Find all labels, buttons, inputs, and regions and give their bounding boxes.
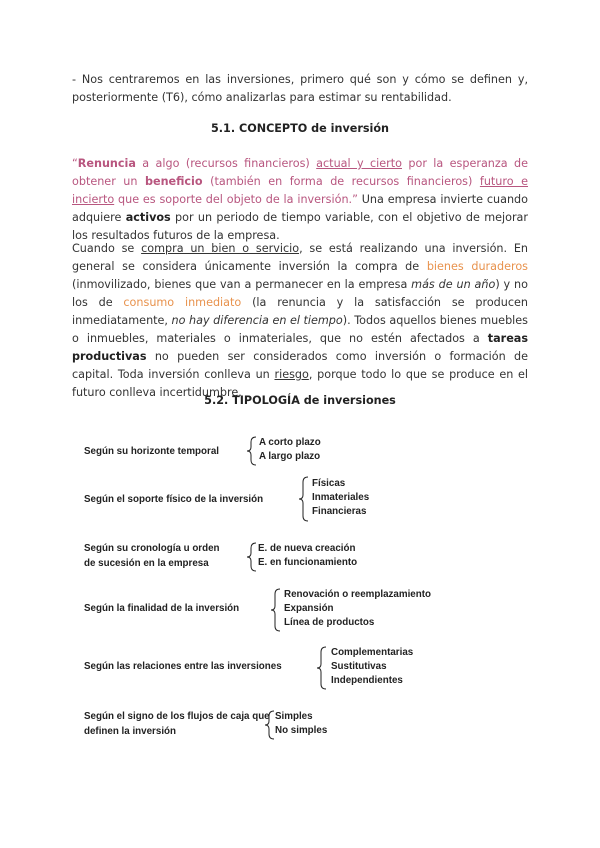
brace-icon bbox=[316, 646, 328, 690]
concept-text-2: por la esperanza de obtener un bbox=[72, 157, 528, 188]
actual-term: actual y cierto bbox=[316, 157, 402, 170]
renuncia-term: Renuncia bbox=[77, 157, 136, 170]
purchase-text-4: ) y no los de bbox=[72, 278, 528, 309]
bienes-term: bienes duraderos bbox=[426, 260, 529, 273]
brace-icon bbox=[270, 588, 282, 632]
purchase-text-1: Cuando se bbox=[72, 242, 142, 255]
futuro-term: futuro e incierto bbox=[72, 175, 528, 206]
typology-label-line: Según su cronología u orden bbox=[84, 543, 220, 554]
typology-items-relaciones bbox=[331, 646, 413, 688]
typology-item: E. de nueva creación bbox=[258, 543, 356, 554]
typology-item: E. en funcionamiento bbox=[258, 557, 358, 568]
typology-items-flujos bbox=[275, 710, 327, 738]
mas-term: más de un año bbox=[411, 278, 496, 291]
typology-item: Financieras bbox=[312, 506, 367, 517]
brace-icon bbox=[246, 436, 258, 466]
typology-label-flujos bbox=[84, 709, 270, 739]
intro-paragraph bbox=[72, 71, 528, 107]
purchase-text-7: Todos aquellos bienes muebles o inmuebles, materiales o inmateriales, que no estén afectados a bbox=[72, 314, 528, 345]
typology-items-soporte bbox=[312, 477, 369, 519]
brace-icon bbox=[298, 476, 310, 522]
typology-label-horizonte bbox=[84, 444, 219, 459]
typology-item: Expansión bbox=[284, 603, 334, 614]
typology-items-cronologia bbox=[258, 542, 357, 570]
typology-items-horizonte bbox=[259, 436, 321, 464]
purchase-text-5: (la renuncia y la satisfacción se producen inmediatamente, bbox=[72, 296, 528, 327]
purchase-text-9: , porque todo lo que se produce en el futuro conlleva incertidumbre. bbox=[72, 368, 529, 399]
section-2-heading: 5.2. TIPOLOGÍA de inversiones bbox=[204, 394, 396, 407]
concept-text-5: Una empresa invierte cuando adquiere bbox=[72, 193, 528, 224]
intro-text: - Nos centraremos en las inversiones, primero qué son y cómo se definen y, posteriormente (T6), cómo analizarlas para estimar su rentabilidad. bbox=[72, 73, 528, 104]
beneficio-term: beneficio bbox=[144, 175, 203, 188]
typology-label-soporte bbox=[84, 492, 263, 507]
typology-item: Físicas bbox=[312, 478, 346, 489]
typology-item: Línea de productos bbox=[284, 617, 375, 628]
typology-item: Inmateriales bbox=[312, 492, 370, 503]
typology-label-line: Según la finalidad de la inversión bbox=[84, 603, 240, 614]
typology-item: A corto plazo bbox=[259, 437, 321, 448]
compra-term: compra un bien o servicio bbox=[141, 242, 300, 255]
brace-icon bbox=[246, 542, 258, 572]
typology-label-line: de sucesión en la empresa bbox=[84, 558, 209, 569]
typology-item: Sustitutivas bbox=[331, 661, 387, 672]
typology-item: Complementarias bbox=[331, 647, 414, 658]
typology-label-finalidad bbox=[84, 601, 239, 616]
typology-item: Simples bbox=[275, 711, 313, 722]
typology-item: Renovación o reemplazamiento bbox=[284, 589, 431, 600]
typology-label-line: Según el signo de los flujos de caja que bbox=[84, 711, 270, 722]
typology-label-line: Según las relaciones entre las inversiones bbox=[84, 661, 282, 672]
typology-item: Independientes bbox=[331, 675, 403, 686]
typology-label-line: definen la inversión bbox=[84, 726, 177, 737]
purchase-paragraph bbox=[72, 240, 528, 402]
typology-label-cronologia bbox=[84, 541, 220, 571]
quote-open: “ bbox=[72, 157, 78, 170]
typology-items-finalidad bbox=[284, 588, 431, 630]
concept-text-6: por un periodo de tiempo variable, con el objetivo de mejorar los resultados futuros de la empresa. bbox=[72, 211, 528, 242]
consumo-term: consumo inmediato bbox=[123, 296, 242, 309]
riesgo-term: riesgo bbox=[274, 368, 309, 381]
typology-label-relaciones bbox=[84, 659, 282, 674]
nohay-term: no hay diferencia en el tiempo bbox=[171, 314, 343, 327]
concept-text-1: a algo (recursos financieros) bbox=[135, 157, 317, 170]
activos-term: activos bbox=[125, 211, 171, 224]
purchase-text-2: , se está realizando una inversión. En general se considera únicamente inversión la compra de bbox=[72, 242, 529, 273]
concept-text-4: que es soporte del objeto de la inversión.” bbox=[114, 193, 358, 206]
concept-paragraph bbox=[72, 155, 528, 245]
typology-item: No simples bbox=[275, 725, 328, 736]
typology-item: A largo plazo bbox=[259, 451, 321, 462]
purchase-text-6: ). bbox=[342, 314, 351, 327]
concept-text-3: (también en forma de recursos financieros) bbox=[202, 175, 480, 188]
typology-label-line: Según el soporte físico de la inversión bbox=[84, 494, 264, 505]
section-1-heading: 5.1. CONCEPTO de inversión bbox=[211, 122, 389, 135]
purchase-text-8: no pueden ser considerados como inversión o formación de capital. Toda inversión conlleva un bbox=[72, 350, 528, 381]
typology-label-line: Según su horizonte temporal bbox=[84, 446, 219, 457]
tareas-term: tareas productivas bbox=[72, 332, 528, 363]
purchase-text-3: (inmovilizado, bienes que van a permanecer en la empresa bbox=[72, 278, 412, 291]
